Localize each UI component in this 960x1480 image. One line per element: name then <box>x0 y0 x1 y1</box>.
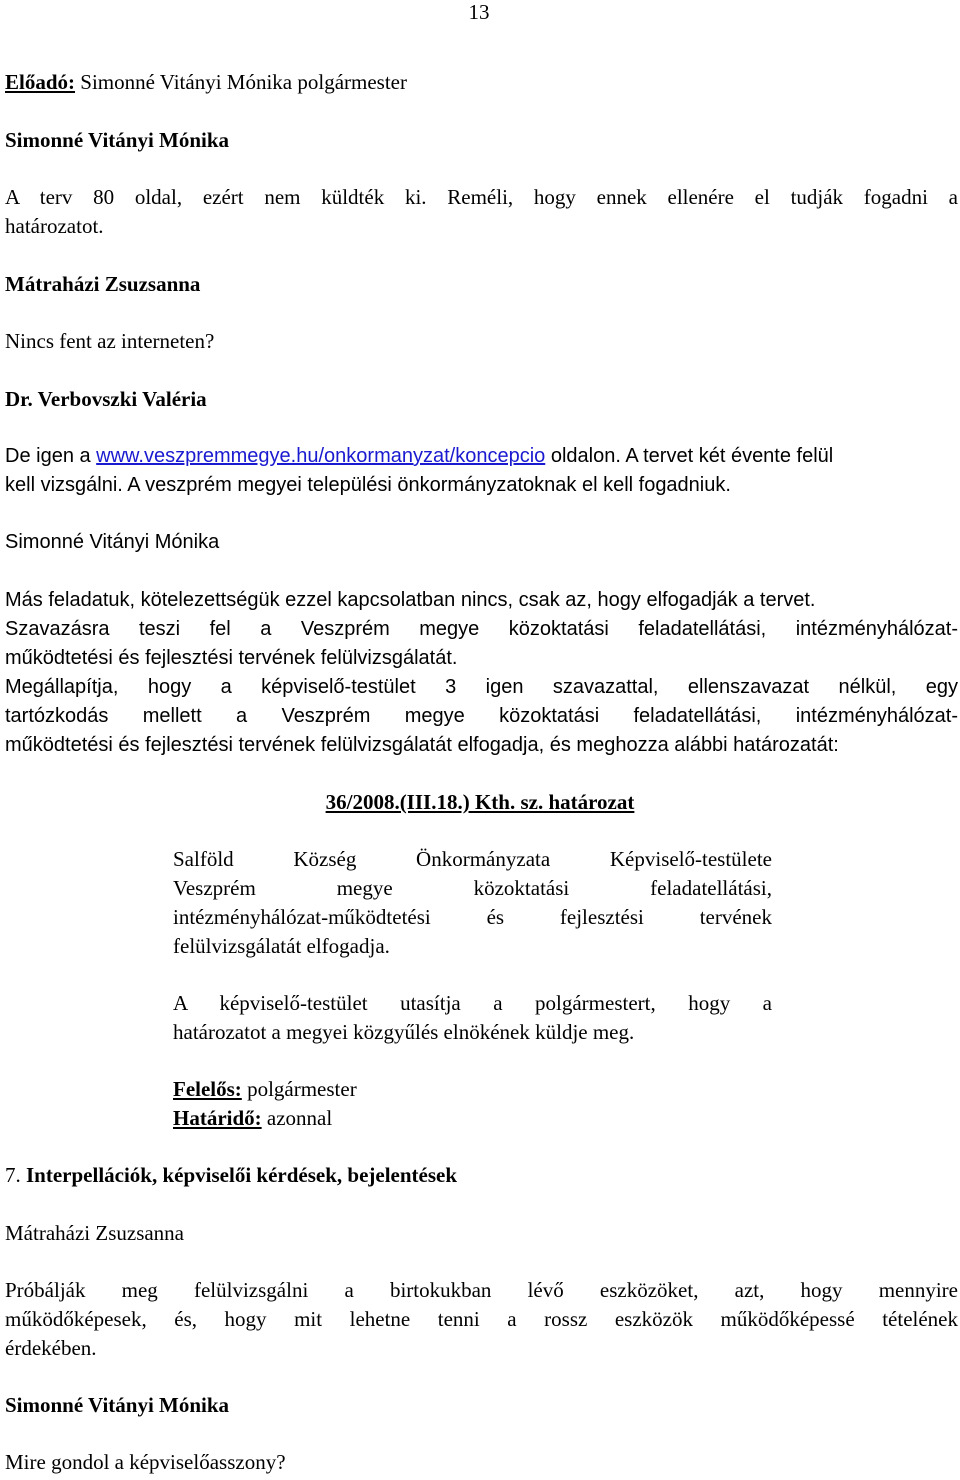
speaker-name: Mátraházi Zsuzsanna <box>5 1221 185 1245</box>
paragraph-line: érdekében. <box>5 1336 97 1360</box>
paragraph-line: kell vizsgálni. A veszprém megyei települési önkormányzatoknak el kell fogadniuk. <box>5 474 731 496</box>
speaker-name: Simonné Vitányi Mónika <box>5 128 230 152</box>
paragraph-line: működtetési és fejlesztési tervének felülvizsgálatát. <box>5 647 458 669</box>
paragraph-line: Próbálják meg felülvizsgálni a birtokukban lévő eszközöket, azt, hogy mennyire <box>5 1278 958 1302</box>
paragraph-line: Mire gondol a képviselőasszony? <box>5 1450 286 1474</box>
resolution-title: 36/2008.(III.18.) Kth. sz. határozat <box>325 790 635 814</box>
resolution-line: intézményhálózat-működtetési és fejlesztési tervének <box>173 905 772 929</box>
presenter-label: Előadó: <box>5 70 76 94</box>
paragraph-line: Szavazásra teszi fel a Veszprém megye közoktatási feladatellátási, intézményhálózat- <box>5 618 958 640</box>
section-number: 7. <box>5 1163 21 1187</box>
deadline-label: Határidő: <box>173 1106 262 1130</box>
paragraph-line: A terv 80 oldal, ezért nem küldték ki. Reméli, hogy ennek ellenére el tudják fogadni a <box>5 185 958 209</box>
county-website-link[interactable]: www.veszpremmegye.hu/onkormanyzat/koncepcio <box>96 445 546 467</box>
text-prefix: De igen a <box>5 445 97 467</box>
speaker-name: Simonné Vitányi Mónika <box>5 531 220 553</box>
speaker-name: Dr. Verbovszki Valéria <box>5 387 207 411</box>
resolution-line: Salföld Község Önkormányzata Képviselő-testülete <box>173 847 772 871</box>
text-suffix: oldalon. A tervet két évente felül <box>545 445 834 467</box>
page-number: 13 <box>468 0 490 24</box>
paragraph-line: határozatot. <box>5 214 104 238</box>
paragraph-line: működtetési és fejlesztési tervének felülvizsgálatát elfogadja, és meghozza alábbi határozatát: <box>5 734 839 756</box>
presenter-name: Simonné Vitányi Mónika polgármester <box>75 70 407 94</box>
paragraph-line <box>5 442 958 471</box>
resolution-line: felülvizsgálatát elfogadja. <box>173 934 390 958</box>
responsible-label: Felelős: <box>173 1077 242 1101</box>
paragraph-line: Más feladatuk, kötelezettségük ezzel kapcsolatban nincs, csak az, hogy elfogadják a tervet. <box>5 589 816 611</box>
section-heading <box>5 1161 958 1190</box>
deadline-value: azonnal <box>261 1106 333 1130</box>
section-title: Interpellációk, képviselői kérdések, bejelentések <box>20 1163 458 1187</box>
paragraph-line: Nincs fent az interneten? <box>5 329 215 353</box>
speaker-name: Mátraházi Zsuzsanna <box>5 272 201 296</box>
responsible-line <box>173 1075 772 1104</box>
paragraph-line: Megállapítja, hogy a képviselő-testület 3 igen szavazattal, ellenszavazat nélkül, egy <box>5 676 958 698</box>
responsible-value: polgármester <box>241 1077 357 1101</box>
paragraph-line: működőképesek, és, hogy mit lehetne tenni a rossz eszközök működőképessé tételének <box>5 1307 958 1331</box>
resolution-line: A képviselő-testület utasítja a polgármestert, hogy a <box>173 991 772 1015</box>
resolution-line: Veszprém megye közoktatási feladatellátási, <box>173 876 772 900</box>
speaker-name: Simonné Vitányi Mónika <box>5 1393 230 1417</box>
resolution-line: határozatot a megyei közgyűlés elnökének küldje meg. <box>173 1020 635 1044</box>
paragraph-line: tartózkodás mellett a Veszprém megye közoktatási feladatellátási, intézményhálózat- <box>5 705 958 727</box>
presenter-line <box>5 68 958 97</box>
deadline-line <box>173 1104 772 1133</box>
